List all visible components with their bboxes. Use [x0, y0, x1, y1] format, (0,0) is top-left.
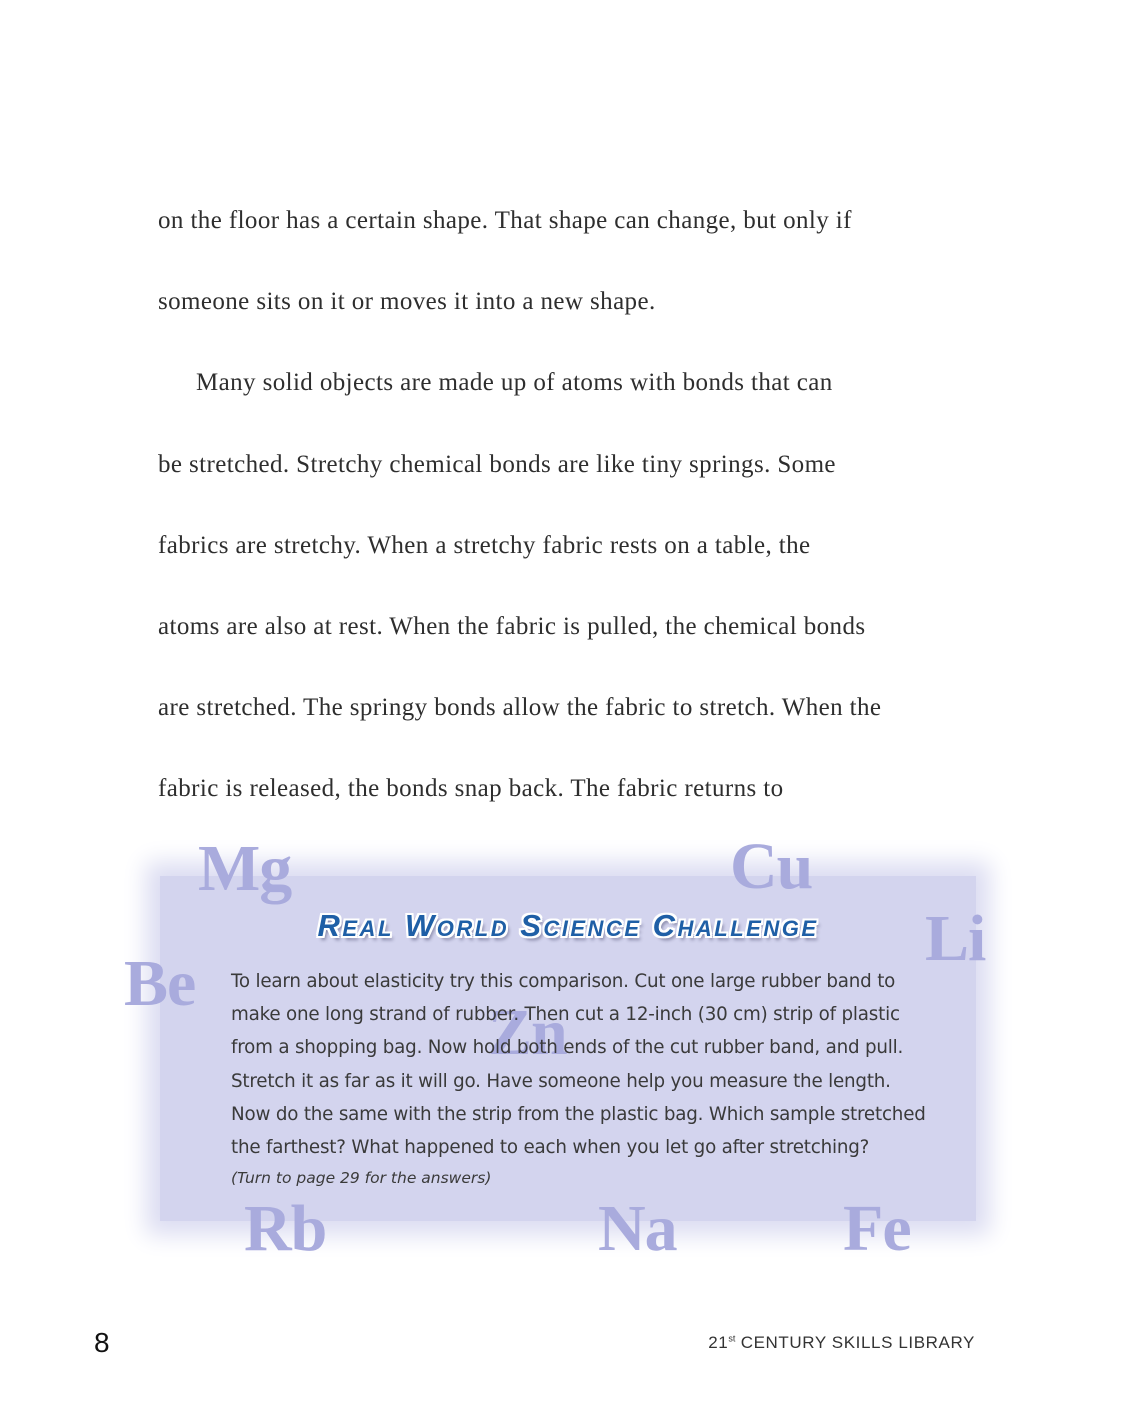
challenge-line: from a shopping bag. Now hold both ends of the cut rubber band, and pull. — [231, 1037, 904, 1059]
challenge-line: make one long strand of rubber. Then cut a 12-inch (30 cm) strip of plastic — [231, 1004, 900, 1026]
element-symbol-cu: Cu — [730, 830, 813, 903]
body-line: atoms are also at rest. When the fabric is pulled, the chemical bonds — [158, 613, 866, 641]
challenge-line: the farthest? What happened to each when you let go after stretching? — [231, 1137, 870, 1159]
challenge-title: Real World Science Challenge — [317, 908, 819, 943]
challenge-body — [231, 965, 931, 1164]
body-line: fabric is released, the bonds snap back. The fabric returns to — [158, 775, 784, 803]
challenge-line: To learn about elasticity try this comparison. Cut one large rubber band to — [231, 971, 896, 992]
element-symbol-be: Be — [124, 947, 196, 1020]
page-number: 8 — [94, 1327, 110, 1358]
element-symbol-zn: Zn — [488, 996, 567, 1069]
series-name: CENTURY SKILLS LIBRARY — [735, 1333, 975, 1352]
challenge-line: Now do the same with the strip from the plastic bag. Which sample stretched — [231, 1103, 926, 1125]
challenge-answer-note: (Turn to page 29 for the answers) — [231, 1169, 492, 1187]
series-title — [708, 1333, 975, 1353]
element-symbol-mg: Mg — [198, 832, 292, 905]
body-line: on the floor has a certain shape. That shape can change, but only if — [158, 207, 852, 234]
body-line: someone sits on it or moves it into a new shape. — [158, 288, 656, 316]
body-line: be stretched. Stretchy chemical bonds are like tiny springs. Some — [158, 450, 836, 478]
body-line: are stretched. The springy bonds allow the fabric to stretch. When the — [158, 694, 882, 722]
series-number: 21 — [708, 1333, 729, 1352]
element-symbol-fe: Fe — [843, 1192, 911, 1265]
challenge-line: Stretch it as far as it will go. Have someone help you measure the length. — [231, 1070, 891, 1092]
element-symbol-na: Na — [598, 1192, 677, 1265]
element-symbol-rb: Rb — [244, 1192, 327, 1265]
body-line: fabrics are stretchy. When a stretchy fabric rests on a table, the — [158, 531, 811, 559]
body-text — [158, 180, 988, 830]
series-ordinal-suffix: st — [728, 1333, 736, 1344]
body-line: Many solid objects are made up of atoms with bonds that can — [196, 369, 833, 397]
element-symbol-li: Li — [925, 902, 986, 975]
